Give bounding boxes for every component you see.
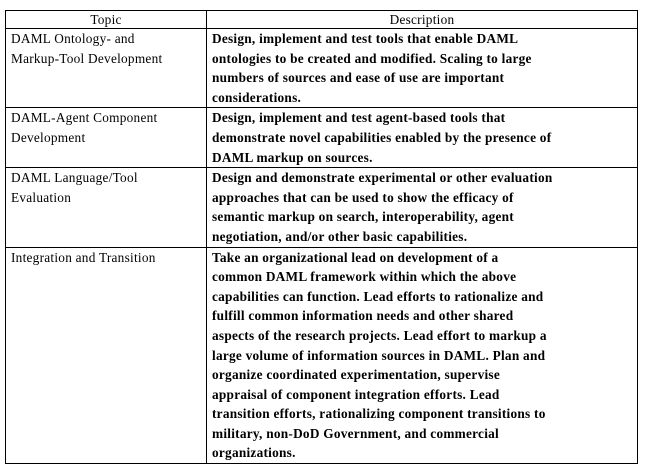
- description-line: considerations.: [212, 89, 302, 105]
- description-cell: [207, 247, 638, 464]
- table-row: [6, 29, 638, 108]
- description-line: aspects of the research projects. Lead effort to markup a: [212, 327, 547, 343]
- description-line: organize coordinated experimentation, supervise: [212, 367, 500, 383]
- description-line: transition efforts, rationalizing component transitions to: [212, 406, 546, 422]
- description-line: ontologies to be created and modified. Scaling to large: [212, 50, 532, 66]
- description-line: appraisal of component integration efforts. Lead: [212, 386, 500, 402]
- description-line: Design, implement and test tools that enable DAML: [212, 31, 519, 46]
- description-line: approaches that can be used to show the efficacy of: [212, 189, 514, 205]
- description-line: common DAML framework within which the above: [212, 269, 517, 285]
- description-line: negotiation, and/or other basic capabilities.: [212, 228, 468, 244]
- topic-line: Development: [11, 129, 86, 145]
- topics-table: [5, 10, 638, 464]
- description-cell: [207, 168, 638, 247]
- description-line: capabilities can function. Lead efforts to rationalize and: [212, 288, 544, 304]
- description-line: large volume of information sources in DAML. Plan and: [212, 347, 546, 363]
- description-header: Description: [207, 11, 638, 29]
- description-line: demonstrate novel capabilities enabled by the presence of: [212, 129, 552, 145]
- topic-cell: [6, 29, 207, 108]
- description-line: semantic markup on search, interoperability, agent: [212, 209, 514, 225]
- description-line: fulfill common information needs and other shared: [212, 308, 514, 324]
- topic-cell: [6, 247, 207, 464]
- description-line: organizations.: [212, 445, 296, 461]
- description-cell: [207, 108, 638, 168]
- table-row: [6, 247, 638, 464]
- description-line: military, non-DoD Government, and commercial: [212, 425, 500, 441]
- topic-line: Evaluation: [11, 189, 72, 205]
- table-row: [6, 108, 638, 168]
- topic-header: Topic: [6, 11, 207, 29]
- description-line: Take an organizational lead on development of a: [212, 249, 499, 265]
- header-row: [6, 11, 638, 29]
- topic-line: DAML-Agent Component: [11, 110, 158, 126]
- description-line: numbers of sources and ease of use are important: [212, 70, 505, 86]
- topic-cell: [6, 108, 207, 168]
- topic-line: Markup-Tool Development: [11, 50, 163, 66]
- description-cell: [207, 29, 638, 108]
- topic-line: DAML Language/Tool: [11, 170, 138, 186]
- description-line: DAML markup on sources.: [212, 149, 373, 165]
- description-line: Design and demonstrate experimental or other evaluation: [212, 170, 553, 186]
- topic-cell: [6, 168, 207, 247]
- description-line: Design, implement and test agent-based tools that: [212, 110, 506, 126]
- table-row: [6, 168, 638, 247]
- topic-line: Integration and Transition: [11, 249, 156, 265]
- topic-line: DAML Ontology- and: [11, 31, 135, 46]
